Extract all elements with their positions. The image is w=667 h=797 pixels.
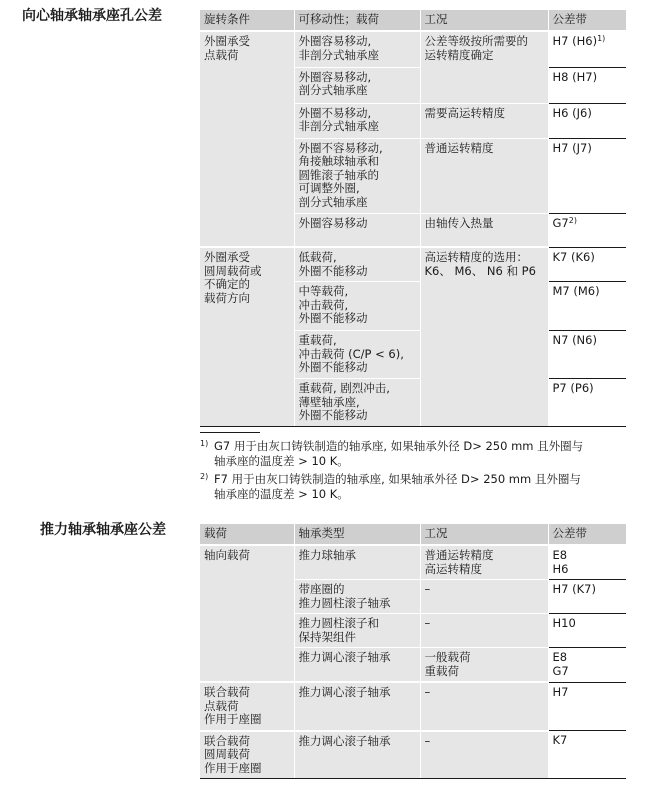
radial-tolerance-table <box>200 10 626 427</box>
mobility-cell: 外圈不易移动, 非剖分式轴承座 <box>294 103 420 138</box>
tolerance-cell: H6 (J6) <box>548 103 626 138</box>
col-header-rotation: 旋转条件 <box>200 10 294 31</box>
thrust-header-row <box>200 524 626 545</box>
footnote-divider <box>200 432 260 433</box>
tolerance-cell: N7 (N6) <box>548 331 626 379</box>
footnote-2 <box>200 472 620 502</box>
condition-cell: – <box>420 614 548 648</box>
condition-cell: 由轴传入热量 <box>420 213 548 247</box>
footnote-ref: 2) <box>568 215 577 225</box>
table-row <box>200 682 626 731</box>
tolerance-cell: H10 <box>548 614 626 648</box>
condition-cell: – <box>420 731 548 779</box>
col-header-tolerance: 公差带 <box>548 524 626 545</box>
load-cell: 联合载荷 圆周载荷 作用于座圈 <box>200 731 294 779</box>
bearing-type-cell: 推力调心滚子轴承 <box>294 648 420 683</box>
mobility-cell: 外圈容易移动 <box>294 213 420 247</box>
tolerance-cell: H7 $(H6)^{1)}$ <box>548 31 626 67</box>
mobility-cell: 低载荷, 外圈不能移动 <box>294 247 420 282</box>
tolerance-cell: H7 (K7) <box>548 580 626 614</box>
bearing-type-cell: 带座圈的 推力圆柱滚子轴承 <box>294 580 420 614</box>
footnote-mark: 1) <box>200 439 209 448</box>
footnote-ref: 1) <box>597 34 606 43</box>
footnote-text: F7 用于由灰口铸铁制造的轴承座, 如果轴承外径 D> 250 mm 且外圈与 轴承座的温度差 > 10 K。 <box>214 472 581 501</box>
tolerance-cell: E8 G7 <box>548 648 626 683</box>
radial-header-row <box>200 10 626 31</box>
table-row <box>200 731 626 779</box>
tolerance-cell: K7 (K6) <box>548 247 626 282</box>
thrust-tolerance-table <box>200 524 626 779</box>
table-row <box>200 247 626 282</box>
thrust-section-title: 推力轴承轴承座公差 <box>40 522 166 538</box>
col-header-bearing-type: 轴承类型 <box>294 524 420 545</box>
col-header-condition: 工况 <box>420 10 548 31</box>
condition-cell: 一般载荷 重载荷 <box>420 648 548 683</box>
col-header-tolerance: 公差带 <box>548 10 626 31</box>
condition-cell: – <box>420 580 548 614</box>
bearing-type-cell: 推力球轴承 <box>294 545 420 580</box>
rotation-cell: 外圈承受 圆周载荷或 不确定的 载荷方向 <box>200 247 294 427</box>
tolerance-cell: G7$^{2)}$ <box>548 213 626 247</box>
table-row <box>200 31 626 67</box>
condition-cell: 普通运转精度 <box>420 138 548 213</box>
mobility-cell: 重载荷, 剧烈冲击, 薄壁轴承座, 外圈不能移动 <box>294 379 420 427</box>
bearing-type-cell: 推力圆柱滚子和 保持架组件 <box>294 614 420 648</box>
col-header-mobility-load: 可移动性；载荷 <box>294 10 420 31</box>
load-cell: 联合载荷 点载荷 作用于座圈 <box>200 682 294 731</box>
footnote-1 <box>200 439 620 469</box>
table-row <box>200 545 626 580</box>
tolerance-cell: M7 (M6) <box>548 282 626 331</box>
bearing-type-cell: 推力调心滚子轴承 <box>294 731 420 779</box>
mobility-cell: 外圈不容易移动, 角接触球轴承和 圆锥滚子轴承的 可调整外圈, 剖分式轴承座 <box>294 138 420 213</box>
tolerance-cell: H7 <box>548 682 626 731</box>
tolerance-cell: P7 (P6) <box>548 379 626 427</box>
load-cell: 轴向载荷 <box>200 545 294 682</box>
tolerance-cell: H7 (J7) <box>548 138 626 213</box>
col-header-condition: 工况 <box>420 524 548 545</box>
footnote-mark: 2) <box>200 472 209 481</box>
tolerance-cell: H8 (H7) <box>548 67 626 103</box>
condition-cell: 普通运转精度 高运转精度 <box>420 545 548 580</box>
tolerance-cell: K7 <box>548 731 626 779</box>
mobility-cell: 外圈容易移动, 非剖分式轴承座 <box>294 31 420 67</box>
condition-cell: 需要高运转精度 <box>420 103 548 138</box>
mobility-cell: 外圈容易移动, 剖分式轴承座 <box>294 67 420 103</box>
tolerance-cell: E8 H6 <box>548 545 626 580</box>
mobility-cell: 中等载荷, 冲击载荷, 外圈不能移动 <box>294 282 420 331</box>
condition-cell: 公差等级按所需要的 运转精度确定 <box>420 31 548 103</box>
col-header-load: 载荷 <box>200 524 294 545</box>
condition-cell: 高运转精度的选用： K6、 M6、 N6 和 P6 <box>420 247 548 427</box>
mobility-cell: 重载荷, 冲击载荷 (C/P < 6), 外圈不能移动 <box>294 331 420 379</box>
bearing-type-cell: 推力调心滚子轴承 <box>294 682 420 731</box>
condition-cell: – <box>420 682 548 731</box>
radial-section-title: 向心轴承轴承座孔公差 <box>22 8 162 24</box>
footnote-text: G7 用于由灰口铸铁制造的轴承座, 如果轴承外径 D> 250 mm 且外圈与 轴承座的温度差 > 10 K。 <box>214 439 584 468</box>
rotation-cell: 外圈承受 点载荷 <box>200 31 294 247</box>
